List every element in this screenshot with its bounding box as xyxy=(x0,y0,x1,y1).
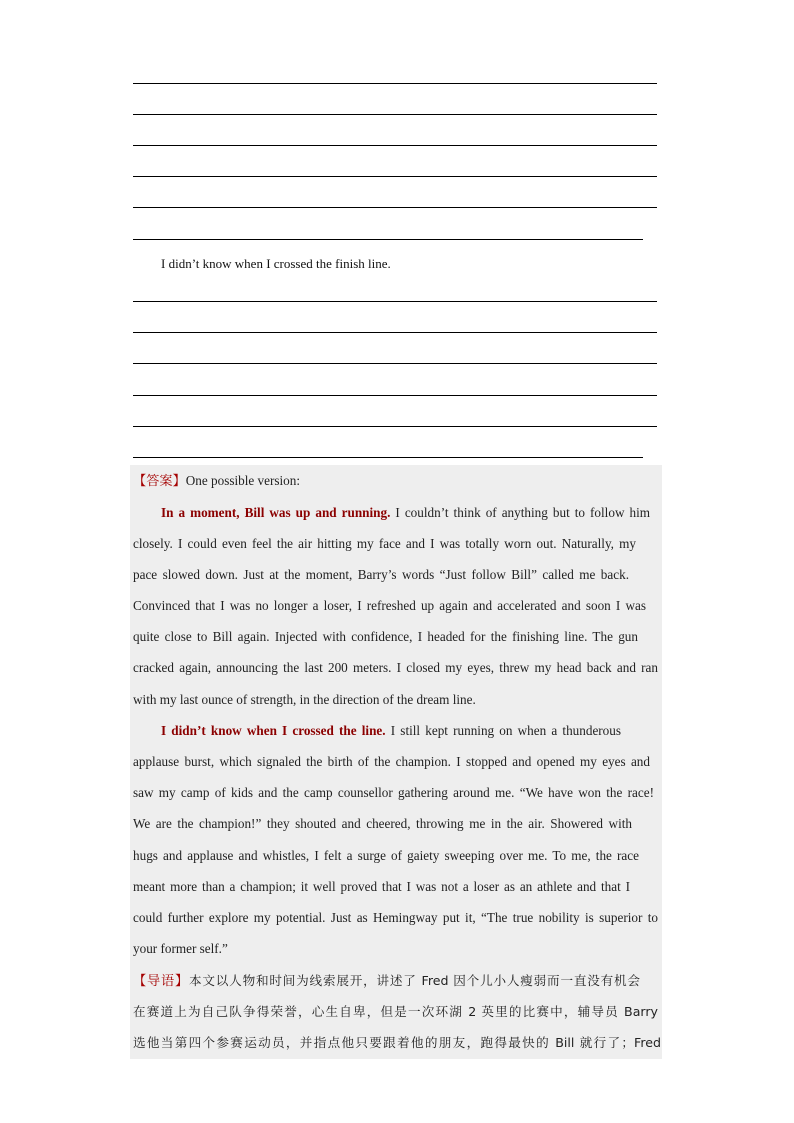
answer-p1-line: quite close to Bill again. Injected with confidence, I headed for the finishing line. The gun xyxy=(133,629,638,644)
answer-p2-line: your former self.” xyxy=(133,941,228,956)
answer-p2-line: meant more than a champion; it well proved that I was not a loser as an athlete and that I xyxy=(133,879,630,894)
writing-line[interactable] xyxy=(133,114,657,115)
writing-line[interactable] xyxy=(133,176,657,177)
guide-tag: 【导语】 xyxy=(133,973,189,988)
writing-line[interactable] xyxy=(133,426,657,427)
answer-p1-line: pace slowed down. Just at the moment, Barry’s words “Just follow Bill” called me back. xyxy=(133,567,629,582)
writing-line[interactable] xyxy=(133,83,657,84)
writing-line[interactable] xyxy=(133,363,657,364)
writing-line[interactable] xyxy=(133,207,657,208)
writing-line[interactable] xyxy=(133,332,657,333)
answer-tag: 【答案】 xyxy=(133,473,186,488)
writing-line[interactable] xyxy=(133,395,657,396)
answer-p1-line: closely. I could even feel the air hitting my face and I was totally worn out. Naturally, my xyxy=(133,536,636,551)
paragraph-prompt: I didn’t know when I crossed the finish line. xyxy=(161,256,391,271)
writing-line[interactable] xyxy=(133,457,643,458)
writing-line[interactable] xyxy=(133,301,657,302)
answer-p1-line: with my last ounce of strength, in the direction of the dream line. xyxy=(133,692,476,707)
p2-lead-sentence: I didn’t know when I crossed the line. xyxy=(161,723,386,738)
answer-p1-line: In a moment, Bill was up and running. I couldn’t think of anything but to follow him xyxy=(161,505,651,520)
writing-line[interactable] xyxy=(133,145,657,146)
answer-p2-line: I didn’t know when I crossed the line. I still kept running on when a thunderous xyxy=(161,723,622,738)
answer-heading: 【答案】One possible version: xyxy=(133,473,301,488)
answer-p2-line: applause burst, which signaled the birth of the champion. I stopped and opened my eyes and xyxy=(133,754,650,769)
answer-p1-line: cracked again, announcing the last 200 meters. I closed my eyes, threw my head back and ran xyxy=(133,660,658,675)
guide-line: 选他当第四个参赛运动员，并指点他只要跟着他的朋友，跑得最快的 Bill 就行了；Fred xyxy=(133,1035,661,1050)
answer-p2-line: saw my camp of kids and the camp counsellor gathering around me. “We have won the race! xyxy=(133,785,654,800)
answer-p1-line: Convinced that I was no longer a loser, I refreshed up again and accelerated and soon I was xyxy=(133,598,646,613)
answer-p2-line: could further explore my potential. Just as Hemingway put it, “The true nobility is superior to xyxy=(133,910,658,925)
answer-p2-line: hugs and applause and whistles, I felt a surge of gaiety sweeping over me. To me, the race xyxy=(133,848,639,863)
p1-lead-sentence: In a moment, Bill was up and running. xyxy=(161,505,391,520)
guide-line: 在赛道上为自己队争得荣誉，心生自卑，但是一次环湖 2 英里的比赛中，辅导员 Barry xyxy=(133,1004,658,1019)
answer-p2-line: We are the champion!” they shouted and cheered, throwing me in the air. Showered with xyxy=(133,816,632,831)
guide-line: 【导语】本文以人物和时间为线索展开，讲述了 Fred 因个儿小人瘦弱而一直没有机会 xyxy=(133,973,641,988)
writing-line[interactable] xyxy=(133,239,643,240)
